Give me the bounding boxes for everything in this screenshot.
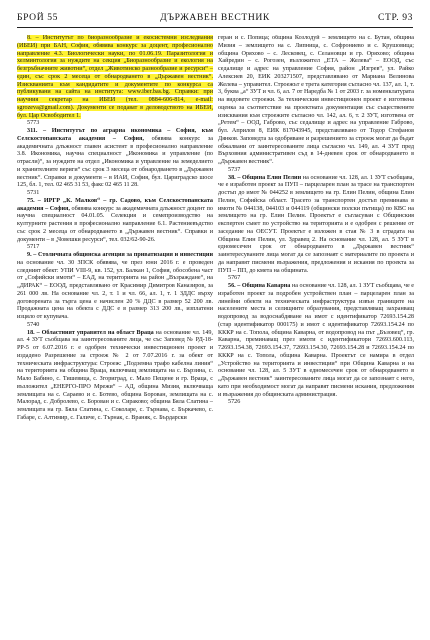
notice-title: 38. – Община Елин Пелин [228,174,302,181]
notice-body: обявява конкурс за академичната длъжност доцент по научна специалност 04.01.05. Селекция и семепроизводство на културните растения в професионално направление 6.1. Растениевъдство със срок 2 месеца от обнародването в „Държавен вестник“. Справки и документи – в „Човешки ресурси“, тел. 032/62-90-26. [17,205,213,243]
notice-title: 75. – ИРГР „К. Малков“ – гр. Садово, към Селскостопанската академия – София, [17,197,213,212]
page-number: СТР. 93 [378,12,413,23]
highlighted-notice [17,35,213,120]
issue-number: БРОЙ 55 [17,12,59,23]
notice-paragraph [17,198,213,245]
page-header [17,11,413,28]
notice-paragraph [218,283,414,399]
notice-body: на основание чл. 30 ЗПСК обявява, че през юни 2016 г. е проведен следният обект: УПИ VIII-9, кв. 152, ул. Балкан 1, София, обособена част от „Софийски имоти“ – ЕАД, на територията на район „Възраждане“, на „ДИРАК“ – ЕООД, представлявано от Красимир Димитров Каназиров, за 261 000 лв. На основание чл. 2, т. 1 и чл. 66, ал. 1, т. 1 ЗДДС върху договорената за търга цена е начислен 20 % ДДС в размер 52 200 лв. Продажната цена на обекта с ДДС е в размер 313 200 лв., изплатени изцяло от купувача. [17,259,213,320]
publication-title: ДЪРЖАВЕН ВЕСТНИК [160,12,270,23]
notice-title: 311. – Институтът по аграрна икономика – София, към Селскостопанската академия – София, [17,128,213,142]
left-column [17,35,213,635]
notice-number: 5740 [27,321,40,328]
notice-continuation: геран и с. Попица; община Козлодуй – землището на с. Бутан, община Мизия – землището на с. Липница, с. Софрониево и с. Крушовица; община Оряхово – с. Лесковец, с. Селановци и гр. Оряхово; община Хайредин – с. Рогозен, възложител „ЕТА – Желева“ – ЕООД, със седалище и адрес на управление София, район „Изгрев“, ул. Райко Алексиев 20, ЕИК 203271507, представлявано от Мариана Велинова Желева – управител. Строежът е трета категория съгласно чл. 137, ал. 1, т. 3, буква „а“ ЗУТ и чл. 6, ал. 7 от Наредба № 1 от 2003 г. за номенклатурата на видовете строежи. За техническия инвестиционен проект е изготвена оценка за съответствие на проектната документация със съществените изисквания към строежите съгласно чл. 142, ал. 6, т. 2 ЗУТ, изготвена от „Ретем“ – ООД, Габрово, със седалище и адрес на управление Габрово, бул. Априлов 8, ЕИК 817043945, представлявано от Тодор Стефанов Дянков. Заповедта за одобряване и разрешението за строеж могат да бъдат обжалвани от заинтересованите лица съгласно чл. 149, ал. 4 ЗУТ пред Върховния административен съд в 14-дневен срок от обнародването в „Държавен вестник“. [218,35,414,165]
notice-paragraph [218,175,414,276]
notice-body: на основание чл. 128, ал. 1 ЗУТ съобщава, че е изработен проект за подробен устройствен план – парцеларен план за линейни обекти на техническата инфраструктура извън границите на населените места и селищните образувания, представляващ захранващ водопровод за водоснабдяване на имот с идентификатор 72693.154.28 (стар идентификатор 000175) и имот с идентификатор 72693.154.24 по КККР на с. Топола, община Каварна, от водопровод на път „Бъзовец“, гр. Каварна, преминаващ през имоти с идентификатори 72693.600.113, 72693.154.38, 72693.154.37, 72693.154.30, 72693.154.28 и 72693.154.24 по КККР на с. Топола, община Каварна. Проектът се намира в отдел „Устройство на територията и инвестиции“ при Община Каварна и на основание чл. 128, ал. 5 ЗУТ в едномесечен срок от обнародването в „Държавен вестник“ заинтересованите лица могат да се запознаят с него, като при необходимост могат да направят писмени искания, предложения и възражения до общинската администрация. [218,283,414,398]
right-column [218,35,414,635]
notice-number: 5767 [228,275,241,282]
notice-paragraph [17,252,213,322]
notice-body: на основание чл. 149, ал. 4 ЗУТ съобщава на заинтересованите лица, че със Заповед № РД-18-РР-5 от 6.07.2016 г. е одобрен технически инвестиционен проект и издадено Разрешение за строеж № 2 от 7.07.2016 г. за обект от техническата инфраструктура: Строеж: „Подземна трафо кабелна линия“ на територията на община Враца, включващ землищата на с. Бързина, с. Мало Бабино, с. Тишевица, с. Згориград, с. Мало Пещене и гр. Враца, с възложител „ЕНЕРГО-ПРО Мрежи“ – АД, община Мизия, включваща землищата на с. Сараево и с. Ботево, община Борован, землищата на с. Малорад, с. Добролево, с. Борован и с. Сираково; община Бяла Слатина – землищата на гр. Бяла Слатина, с. Соколаре, с. Търнава, с. Бъркачево, с. Габаре, с. Алтимир, с. Галиче, с. Търнак, с. Враняк, с. Бърдарски [17,329,213,421]
notice-title: 56. – Община Каварна [228,283,291,289]
notice-title: 9. – Столичната общинска агенция за приватизация и инвестиции [27,252,213,258]
notice-number: 5726 [228,399,241,406]
notice-number: 5717 [27,244,40,251]
notice-paragraph [17,330,213,423]
notice-body: обявява конкурс за академичната длъжност главен асистент в професионално направление 3.8. Икономика, научна специалност „Икономика и управление (по отрасли)“, за нуждите на отдел „Икономика и управление на земеделието и хранителните вериги“ със срок 3 месеца от обнародването в „Държавен вестник“. Справки и документи – в ИАИ, София, бул. Цариградско шосе 125, бл. 1, тел. 02 465 31 53, факс 02 465 11 28. [17,135,213,189]
notice-number: 5773 [27,120,40,127]
highlighted-text: 8. – Институтът по биоразнообразие и екосистемни изследвания (ИБЕИ) при БАН, София, обявява конкурс за доцент, професионално направление 4.3. Биологически науки, по 01.06.19. Паразитология и хелминтология за нуждите на секция „Биоразнообразие и екология на безгръбначните животни“, отдел „Животинско разнообразие и ресурси“ – един, със срок 2 месеца от обнародването в „Държавен вестник“. Изискванията към кандидатите и документите по конкурса са публикувани на сайта на института: www.iber.bas.bg. Справки: при научния секретар на ИБЕИ (тел. 0884-606-814, e-mail: sgrozeva@gmail.com). Документи се подават в деловодството на ИБЕИ, бул. Цар Освободител 1. [17,35,213,119]
notice-number: 5731 [27,190,40,196]
notice-paragraph [17,128,213,190]
notice-body: на основание чл. 128, ал. 1 ЗУТ съобщава, че е изработен проект за ПУП – парцеларен план за трасе на транспортен достъп до имот № 044252 в землището на гр. Елин Пелин, община Елин Пелин, Софийска област. Трасето за транспортен достъп преминава в имоти № 044138, 044103 и 044119 (общински полски пътища) по КВС на землището на гр. Елин Пелин. Проектът е съгласуван с Общинския експертен съвет по устройство на територията и е одобрен с решение от заседание на ОЕСУТ. Проектът е изложен в стая № 3 в сградата на Община Елин Пелин, ул. Здравец 2. На основание чл. 128, ал. 5 ЗУТ в едномесечен срок от обнародването в „Държавен вестник“ заинтересуваните лица могат да се запознаят с материалите по проекта и да направят писмени възражения, предложения и искания по проекта за ПУП – ПП, до кмета на общината. [218,174,414,274]
notice-number: 5737 [228,166,241,173]
notice-title: 18. – Областният управител на област Враца [27,329,154,336]
